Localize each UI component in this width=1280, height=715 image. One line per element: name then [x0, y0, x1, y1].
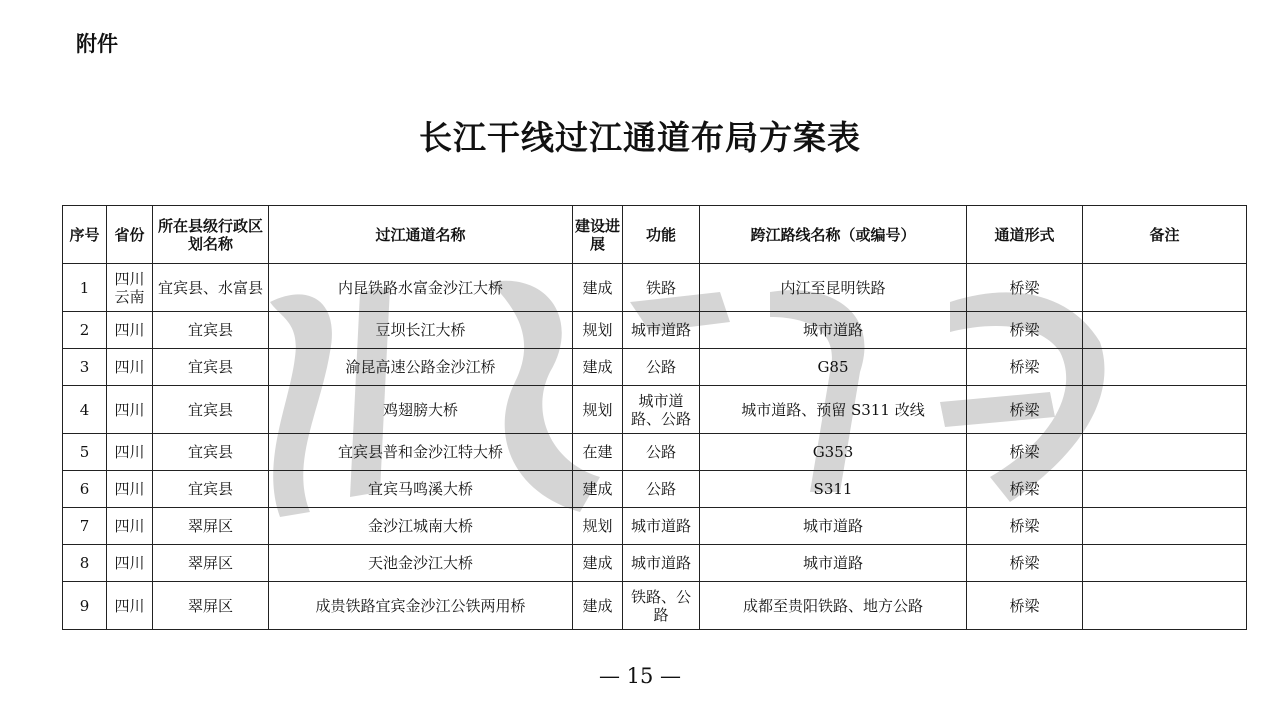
cell-county: 宜宾县 — [153, 312, 269, 349]
cell-function: 铁路 — [623, 264, 700, 312]
table-row — [63, 312, 1247, 349]
cell-number: 4 — [63, 386, 107, 434]
col-header-province: 省份 — [107, 206, 153, 264]
cell-province: 四川 — [107, 349, 153, 386]
col-header-remark: 备注 — [1083, 206, 1247, 264]
cell-form: 桥梁 — [967, 349, 1083, 386]
cell-channel-name: 金沙江城南大桥 — [269, 508, 573, 545]
cell-channel-name: 成贵铁路宜宾金沙江公铁两用桥 — [269, 582, 573, 630]
cell-progress: 规划 — [573, 312, 623, 349]
cell-county: 宜宾县 — [153, 386, 269, 434]
cell-route: G353 — [700, 434, 967, 471]
cell-province: 四川 — [107, 582, 153, 630]
cell-function: 公路 — [623, 349, 700, 386]
cell-route: 成都至贵阳铁路、地方公路 — [700, 582, 967, 630]
cell-route: G85 — [700, 349, 967, 386]
cell-function: 城市道路 — [623, 545, 700, 582]
cell-form: 桥梁 — [967, 508, 1083, 545]
cell-progress: 建成 — [573, 349, 623, 386]
cell-form: 桥梁 — [967, 545, 1083, 582]
table-row — [63, 386, 1247, 434]
cell-channel-name: 渝昆高速公路金沙江桥 — [269, 349, 573, 386]
cell-number: 6 — [63, 471, 107, 508]
document-title: 长江干线过江通道布局方案表 — [419, 118, 861, 157]
col-header-function: 功能 — [623, 206, 700, 264]
page-number: — 15 — — [598, 664, 682, 688]
cell-progress: 建成 — [573, 582, 623, 630]
cell-function: 公路 — [623, 434, 700, 471]
cell-form: 桥梁 — [967, 264, 1083, 312]
cell-number: 7 — [63, 508, 107, 545]
cell-province: 四川 — [107, 545, 153, 582]
col-header-progress: 建设进展 — [573, 206, 623, 264]
cell-province: 四川 — [107, 312, 153, 349]
cell-channel-name: 豆坝长江大桥 — [269, 312, 573, 349]
cell-province: 四川 — [107, 434, 153, 471]
cell-channel-name: 鸡翅膀大桥 — [269, 386, 573, 434]
cell-progress: 在建 — [573, 434, 623, 471]
cell-number: 9 — [63, 582, 107, 630]
cell-number: 1 — [63, 264, 107, 312]
col-header-channel-name: 过江通道名称 — [269, 206, 573, 264]
cell-remark — [1083, 312, 1247, 349]
cell-route: 内江至昆明铁路 — [700, 264, 967, 312]
cell-progress: 建成 — [573, 545, 623, 582]
table-row — [63, 349, 1247, 386]
cell-province: 四川云南 — [107, 264, 153, 312]
table-row — [63, 545, 1247, 582]
cell-remark — [1083, 349, 1247, 386]
cell-province: 四川 — [107, 386, 153, 434]
cell-route: 城市道路 — [700, 545, 967, 582]
cell-number: 2 — [63, 312, 107, 349]
table-row — [63, 471, 1247, 508]
cell-remark — [1083, 508, 1247, 545]
col-header-county: 所在县级行政区划名称 — [153, 206, 269, 264]
cell-county: 翠屏区 — [153, 508, 269, 545]
cell-function: 公路 — [623, 471, 700, 508]
cell-remark — [1083, 386, 1247, 434]
cell-channel-name: 内昆铁路水富金沙江大桥 — [269, 264, 573, 312]
cell-remark — [1083, 264, 1247, 312]
cell-form: 桥梁 — [967, 386, 1083, 434]
cell-route: 城市道路 — [700, 312, 967, 349]
cell-function: 城市道路 — [623, 312, 700, 349]
cell-form: 桥梁 — [967, 582, 1083, 630]
cell-remark — [1083, 471, 1247, 508]
cell-remark — [1083, 582, 1247, 630]
cell-progress: 建成 — [573, 264, 623, 312]
cell-form: 桥梁 — [967, 434, 1083, 471]
col-header-number: 序号 — [63, 206, 107, 264]
cell-function: 城市道路 — [623, 508, 700, 545]
cell-function: 城市道路、公路 — [623, 386, 700, 434]
cell-number: 3 — [63, 349, 107, 386]
cell-number: 8 — [63, 545, 107, 582]
table-row — [63, 508, 1247, 545]
cell-channel-name: 宜宾马鸣溪大桥 — [269, 471, 573, 508]
cell-county: 宜宾县 — [153, 471, 269, 508]
table-row — [63, 434, 1247, 471]
crossing-plan-table — [62, 205, 1247, 630]
cell-county: 宜宾县 — [153, 349, 269, 386]
cell-remark — [1083, 545, 1247, 582]
table-row — [63, 582, 1247, 630]
col-header-route: 跨江路线名称（或编号） — [700, 206, 967, 264]
cell-route: 城市道路、预留 S311 改线 — [700, 386, 967, 434]
cell-county: 翠屏区 — [153, 582, 269, 630]
cell-number: 5 — [63, 434, 107, 471]
cell-province: 四川 — [107, 508, 153, 545]
cell-route: 城市道路 — [700, 508, 967, 545]
cell-progress: 规划 — [573, 386, 623, 434]
cell-remark — [1083, 434, 1247, 471]
cell-function: 铁路、公路 — [623, 582, 700, 630]
cell-form: 桥梁 — [967, 471, 1083, 508]
table-header-row — [63, 206, 1247, 264]
cell-progress: 建成 — [573, 471, 623, 508]
cell-form: 桥梁 — [967, 312, 1083, 349]
cell-channel-name: 天池金沙江大桥 — [269, 545, 573, 582]
cell-province: 四川 — [107, 471, 153, 508]
cell-route: S311 — [700, 471, 967, 508]
attachment-label: 附件 — [76, 32, 118, 56]
table-row — [63, 264, 1247, 312]
cell-county: 宜宾县、水富县 — [153, 264, 269, 312]
cell-county: 宜宾县 — [153, 434, 269, 471]
cell-county: 翠屏区 — [153, 545, 269, 582]
cell-channel-name: 宜宾县普和金沙江特大桥 — [269, 434, 573, 471]
cell-progress: 规划 — [573, 508, 623, 545]
col-header-form: 通道形式 — [967, 206, 1083, 264]
